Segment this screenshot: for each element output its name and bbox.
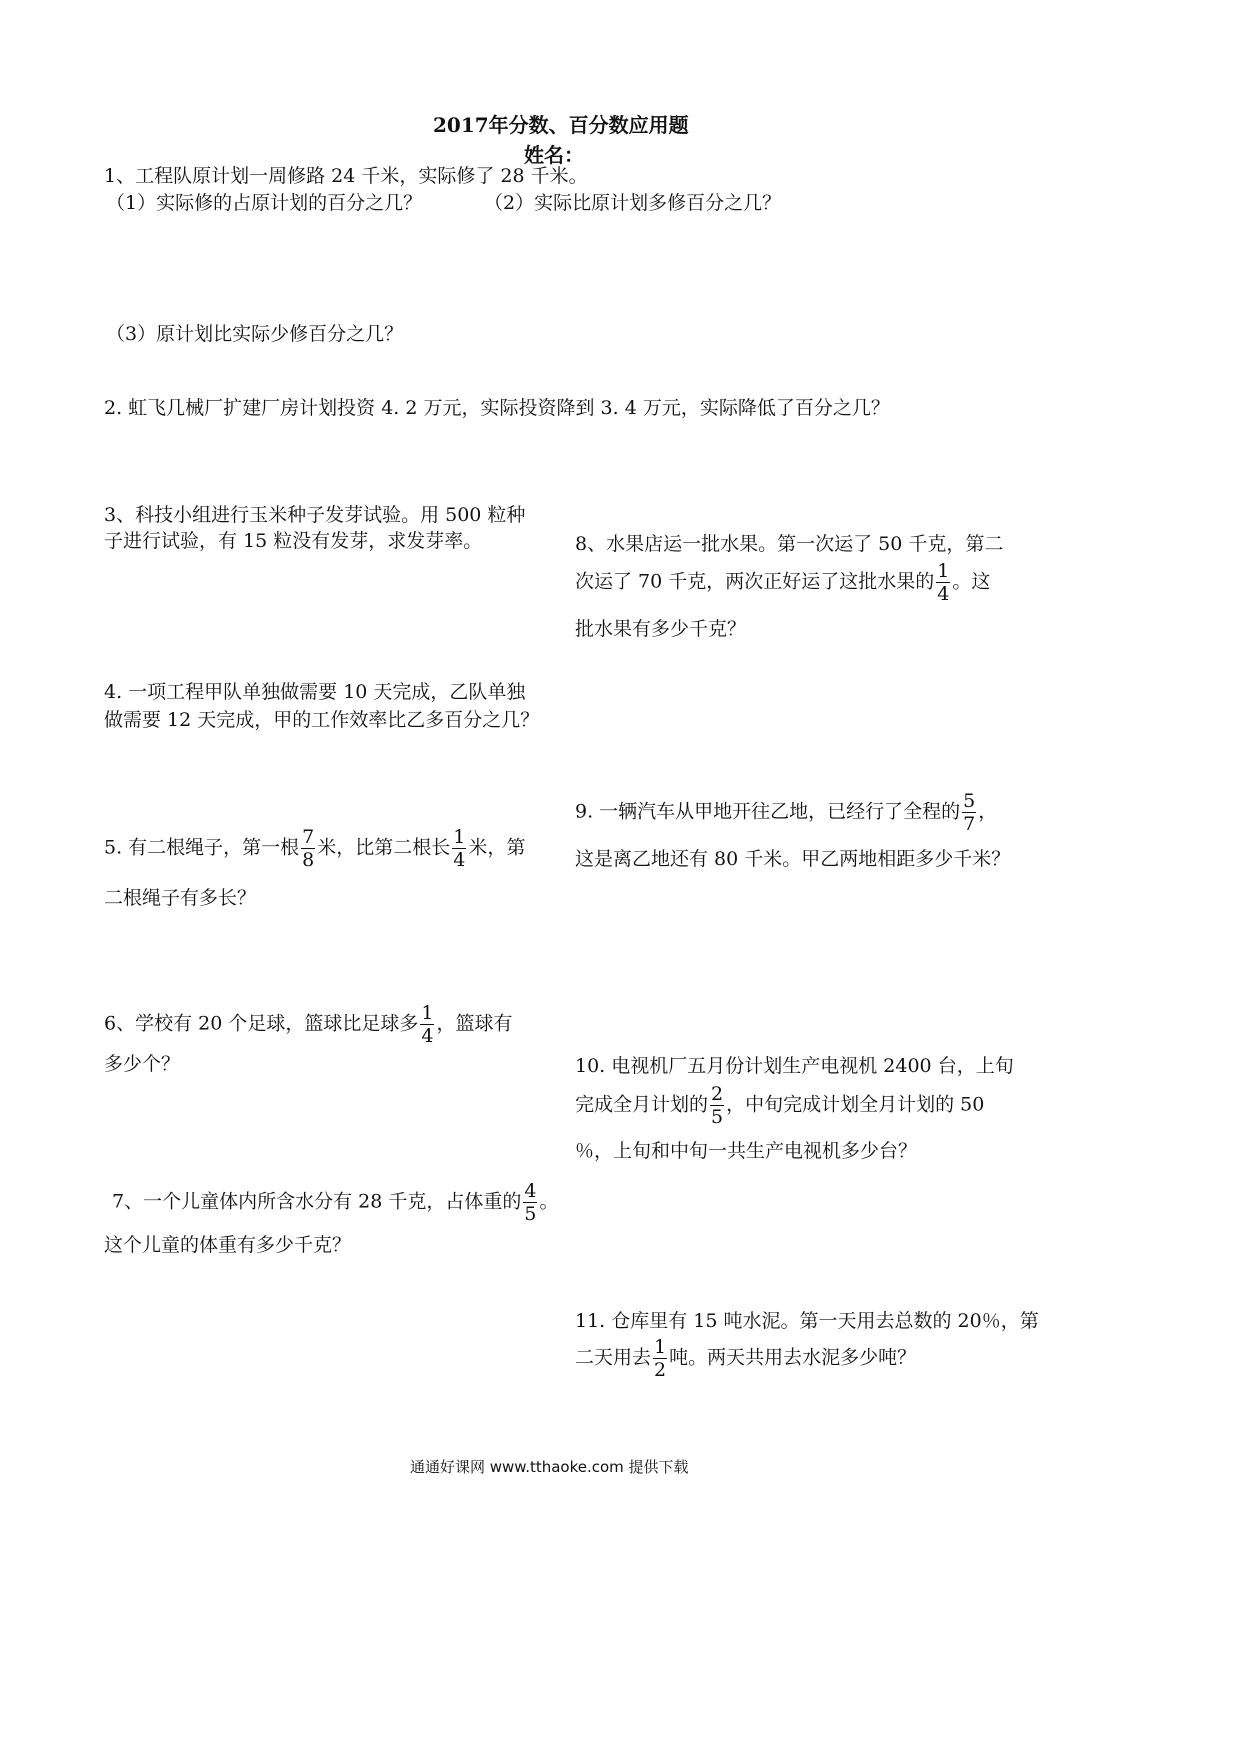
question-8-line3: 批水果有多少千克？ (575, 618, 747, 640)
question-10-text-a: 完成全月计划的 (575, 1093, 709, 1116)
question-9-line1 (575, 790, 997, 835)
fraction-denominator: 8 (302, 849, 315, 871)
fraction-numerator: 5 (963, 790, 976, 812)
fraction-4-5 (523, 1180, 537, 1225)
question-8-line1: 8、水果店运一批水果。第一次运了 50 千克，第二 (575, 533, 1004, 555)
fraction-denominator: 5 (711, 1106, 724, 1128)
fraction-denominator: 4 (421, 1025, 434, 1047)
question-5-line2: 二根绳子有多长？ (104, 887, 257, 909)
fraction-numerator: 7 (302, 826, 315, 848)
fraction-1-4 (420, 1002, 434, 1047)
question-6-line1 (104, 1002, 512, 1047)
question-5-text-c: 米，第 (468, 836, 526, 859)
question-10-line1: 10. 电视机厂五月份计划生产电视机 2400 台，上旬 (575, 1055, 1014, 1077)
question-5-text-a: 5. 有二根绳子，第一根 (104, 836, 300, 859)
question-1-stem: 1、工程队原计划一周修路 24 千米，实际修了 28 千米。 (104, 165, 588, 187)
question-8-text-a: 次运了 70 千克，两次正好运了这批水果的 (575, 570, 935, 593)
fraction-1-4 (452, 826, 466, 871)
name-label: 姓名： (524, 143, 584, 167)
question-10-line3: ％，上旬和中旬一共生产电视机多少台？ (575, 1140, 918, 1162)
fraction-5-7 (962, 790, 976, 835)
fraction-denominator: 2 (654, 1359, 667, 1381)
question-6-text-b: ，篮球有 (436, 1012, 513, 1035)
fraction-1-4 (936, 560, 950, 605)
question-11-text-a: 二天用去 (575, 1346, 652, 1369)
question-7-line1 (112, 1180, 558, 1225)
footer-credit: 通通好课网 www.tthaoke.com 提供下载 (410, 1458, 689, 1476)
question-7-text-b: 。 (539, 1190, 559, 1213)
question-8-line2 (575, 560, 990, 605)
question-3-line2: 子进行试验，有 15 粒没有发芽，求发芽率。 (104, 530, 483, 552)
question-9-text-b: ， (978, 800, 998, 823)
fraction-denominator: 5 (524, 1203, 537, 1225)
question-2: 2. 虹飞几械厂扩建厂房计划投资 4. 2 万元，实际投资降到 3. 4 万元，实际降低了百分之几？ (104, 397, 890, 419)
question-1-sub2: （2）实际比原计划多修百分之几？ (484, 192, 782, 214)
question-6-text-a: 6、学校有 20 个足球，篮球比足球多 (104, 1012, 419, 1035)
question-7-text-a: 7、一个儿童体内所含水分有 28 千克，占体重的 (112, 1190, 522, 1213)
question-11-text-b: 吨。两天共用去水泥多少吨？ (669, 1346, 917, 1369)
question-8-text-b: 。这 (952, 570, 991, 593)
question-6-line2: 多少个？ (104, 1053, 181, 1075)
question-4-line1: 4. 一项工程甲队单独做需要 10 天完成，乙队单独 (104, 681, 526, 703)
fraction-numerator: 1 (453, 826, 466, 848)
fraction-2-5 (710, 1083, 724, 1128)
question-11-line1: 11. 仓库里有 15 吨水泥。第一天用去总数的 20％，第 (575, 1310, 1039, 1332)
fraction-denominator: 7 (963, 813, 976, 835)
question-1-sub1: （1）实际修的占原计划的百分之几？ (106, 192, 423, 214)
question-9-text-a: 9. 一辆汽车从甲地开往乙地，已经行了全程的 (575, 800, 961, 823)
fraction-denominator: 4 (453, 849, 466, 871)
page-title: 2017年分数、百分数应用题 (433, 113, 689, 137)
fraction-numerator: 2 (711, 1083, 724, 1105)
fraction-denominator: 4 (937, 583, 950, 605)
question-10-line2 (575, 1083, 984, 1128)
fraction-numerator: 1 (937, 560, 950, 582)
question-3-line1: 3、科技小组进行玉米种子发芽试验。用 500 粒种 (104, 504, 526, 526)
fraction-numerator: 4 (524, 1180, 537, 1202)
question-1-sub3: （3）原计划比实际少修百分之几？ (106, 323, 404, 345)
fraction-numerator: 1 (421, 1002, 434, 1024)
question-9-line2: 这是离乙地还有 80 千米。甲乙两地相距多少千米？ (575, 848, 1011, 870)
question-5-line1 (104, 826, 525, 871)
question-7-line2: 这个儿童的体重有多少千克？ (104, 1234, 352, 1256)
fraction-7-8 (301, 826, 315, 871)
question-5-text-b: 米，比第二根长 (317, 836, 451, 859)
question-11-line2 (575, 1336, 916, 1381)
fraction-numerator: 1 (654, 1336, 667, 1358)
question-10-text-b: ，中旬完成计划全月计划的 50 (726, 1093, 985, 1116)
fraction-1-2 (653, 1336, 667, 1381)
question-4-line2: 做需要 12 天完成，甲的工作效率比乙多百分之几？ (104, 709, 540, 731)
